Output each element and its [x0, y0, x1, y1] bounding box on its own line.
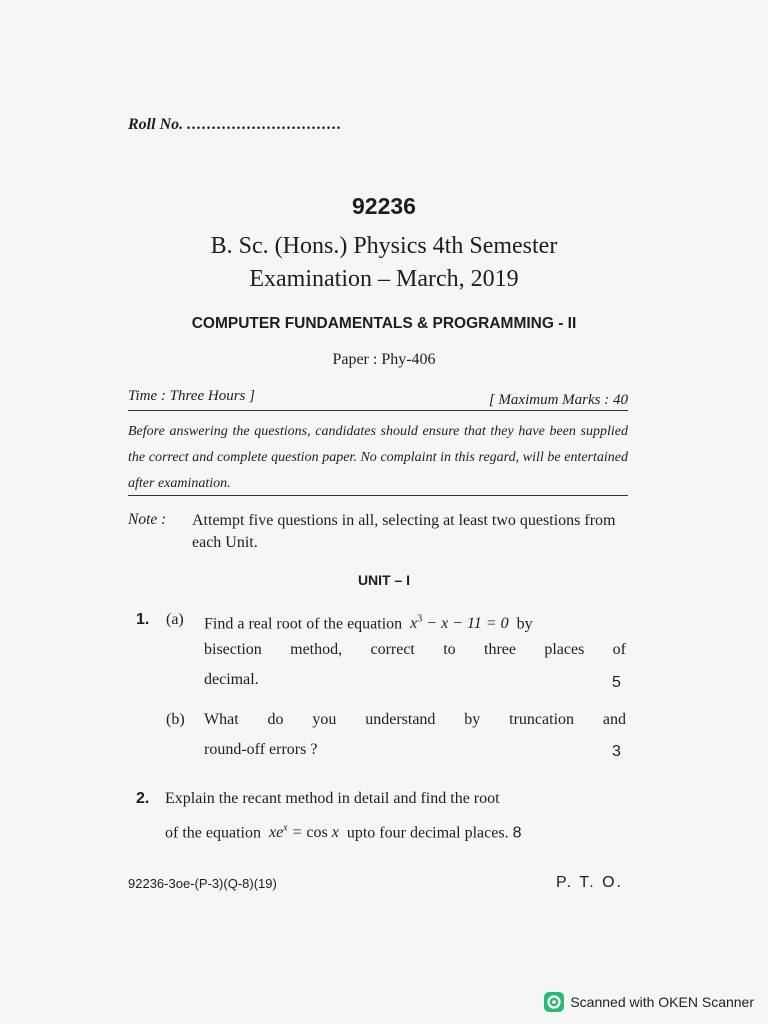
max-marks-label: [ Maximum Marks : 40	[488, 392, 628, 408]
pto-label: P. T. O.	[556, 874, 623, 891]
unit-heading: UNIT – I	[357, 572, 411, 588]
question-number: 2.	[136, 790, 150, 807]
roll-number-label: Roll No. ...............................	[128, 116, 343, 133]
question-1b-line2: round-off errors ?	[204, 741, 318, 758]
instructions: Before answering the questions, candidates should ensure that they have been supplied the correct and complete question paper. No complaint in this regard, will be entertained after examination.	[128, 424, 628, 491]
time-label: Time : Three Hours ]	[128, 388, 255, 404]
equation-1a: $x^3 - x - 11 = 0$	[406, 614, 513, 633]
question-number: 1.	[136, 611, 150, 628]
watermark-text: Scanned with OKEN Scanner	[570, 994, 754, 1010]
question-1a-line2: bisection method, correct to three places of	[204, 641, 626, 658]
divider-top	[128, 410, 628, 411]
paper-code: 92236	[352, 193, 416, 219]
question-1a-line1: Find a real root of the equation $x^3 - x - 11 = 0$ by	[204, 614, 533, 633]
equation-2: $xe^x = \cos x$	[264, 823, 343, 842]
question-2-line1: Explain the recant method in detail and find the root	[165, 790, 500, 807]
marks-1a: 5	[612, 674, 621, 691]
marks-2: 8	[512, 824, 522, 842]
divider-bottom	[128, 495, 628, 496]
question-part-label: (b)	[166, 711, 185, 728]
marks-1b: 3	[612, 743, 621, 760]
question-1a-line3: decimal.	[204, 671, 259, 688]
footer-code: 92236-3oe-(P-3)(Q-8)(19)	[128, 876, 277, 891]
question-2-line2: of the equation $xe^x = \cos x$ upto four decimal places. 8	[165, 823, 522, 842]
paper-number: Paper : Phy-406	[332, 351, 436, 368]
note-text: Attempt five questions in all, selecting at least two questions from each Unit.	[192, 512, 616, 551]
scanner-logo-icon	[544, 992, 564, 1012]
scanner-watermark	[544, 992, 754, 1012]
exam-title-line2: Examination – March, 2019	[249, 266, 519, 292]
exam-title-line1: B. Sc. (Hons.) Physics 4th Semester	[210, 233, 558, 259]
note-label: Note :	[128, 511, 167, 528]
subject-title: COMPUTER FUNDAMENTALS & PROGRAMMING - II	[191, 315, 577, 332]
question-part-label: (a)	[166, 611, 184, 628]
question-1b-line1: What do you understand by truncation and	[204, 711, 626, 728]
